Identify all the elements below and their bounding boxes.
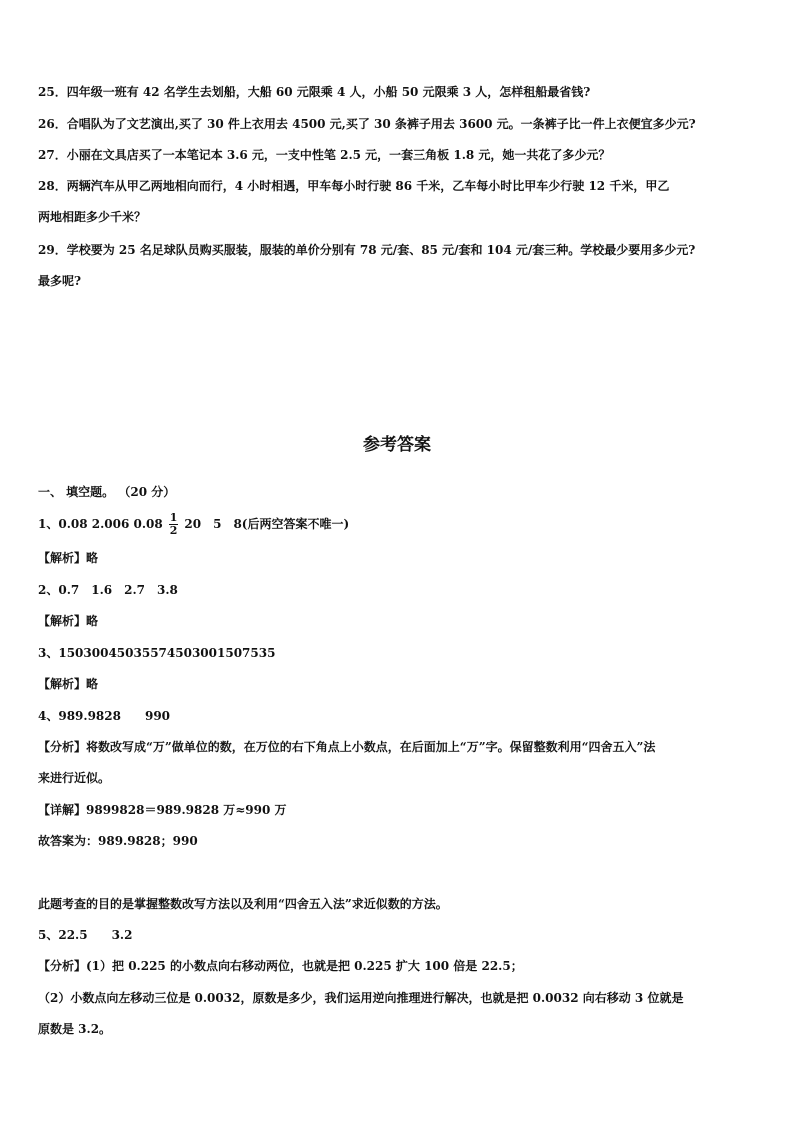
section-1-heading: 一、 填空题。 （20 分） (38, 485, 176, 499)
answer-4-analysis-line1: 【分析】将数改写成“万”做单位的数，在万位的右下角点上小数点，在后面加上“万”字。保留整数利用“四舍五入”法 (38, 740, 656, 754)
question-28-line2: 两地相距多少千米？ (38, 210, 147, 224)
answer-2: 2、0.7 1.6 2.7 3.8 (38, 583, 178, 597)
answer-2-analysis: 【解析】略 (38, 614, 99, 628)
answer-3-analysis: 【解析】略 (38, 677, 99, 691)
question-27: 27．小丽在文具店买了一本笔记本 3.6 元，一支中性笔 2.5 元，一套三角板 1.8 元，她一共花了多少元？ (38, 148, 611, 162)
answer-4-comment: 此题考查的目的是掌握整数改写方法以及利用“四舍五入法”求近似数的方法。 (38, 897, 448, 911)
answer-3: 3、15030045035574503001507535 (38, 646, 276, 660)
question-25: 25．四年级一班有 42 名学生去划船，大船 60 元限乘 4 人，小船 50 元限乘 3 人，怎样租船最省钱? (38, 85, 591, 99)
question-29-line2: 最多呢? (38, 274, 82, 288)
answer-1-suffix: 20 5 8(后两空答案不唯一) (184, 517, 350, 531)
answer-4-result: 故答案为：989.9828；990 (38, 834, 198, 848)
question-26: 26．合唱队为了文艺演出,买了 30 件上衣用去 4500 元,买了 30 条裤子用去 3600 元。一条裤子比一件上衣便宜多少元? (38, 117, 696, 131)
question-28-line1: 28．两辆汽车从甲乙两地相向而行，4 小时相遇，甲车每小时行驶 86 千米，乙车每小时比甲车少行驶 12 千米，甲乙 (38, 179, 670, 193)
answer-1-prefix: 1、0.08 2.006 0.08 (38, 517, 163, 531)
answer-4-analysis-line2: 来进行近似。 (38, 771, 111, 785)
answer-5: 5、22.5 3.2 (38, 928, 133, 942)
answer-1-analysis: 【解析】略 (38, 551, 99, 565)
answer-1 (38, 510, 349, 538)
answer-5-analysis-line1: 【分析】(1）把 0.225 的小数点向右移动两位，也就是把 0.225 扩大 100 倍是 22.5； (38, 959, 523, 973)
answer-4-detail: 【详解】9899828＝989.9828 万≈990 万 (38, 803, 287, 817)
answer-4: 4、989.9828 990 (38, 709, 171, 723)
fraction-one-half: $\frac{1}{2}$ (169, 511, 178, 537)
question-29-line1: 29．学校要为 25 名足球队员购买服装，服装的单价分别有 78 元/套、85 元/套和 104 元/套三种。学校最少要用多少元? (38, 243, 696, 257)
answer-5-analysis-line3: 原数是 3.2。 (38, 1022, 112, 1036)
answer-5-analysis-line2: （2）小数点向左移动三位是 0.0032，原数是多少，我们运用逆向推理进行解决，也就是把 0.0032 向右移动 3 位就是 (38, 991, 684, 1005)
answers-title: 参考答案 (363, 435, 431, 455)
